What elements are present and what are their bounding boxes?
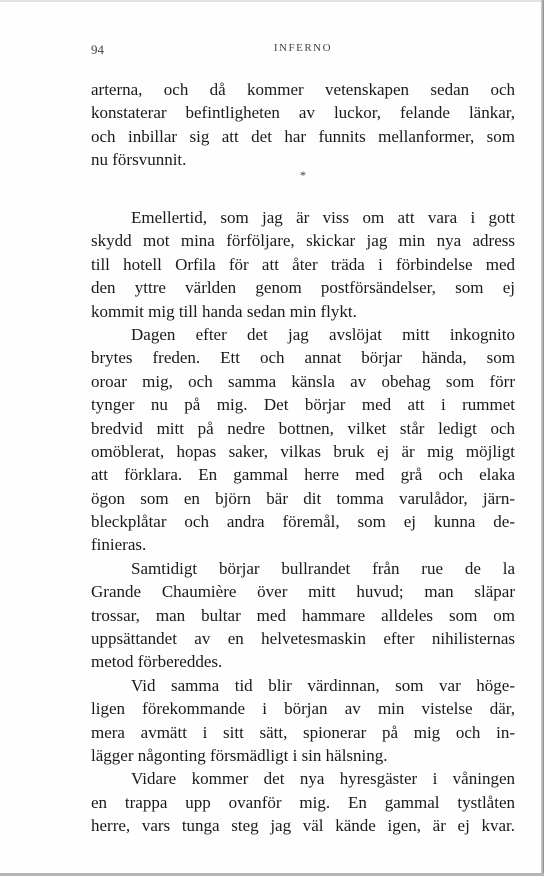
text-line: herre, vars tunga steg jag väl kände igen, är ej kvar. — [91, 816, 515, 836]
text-line: bleckplåtar och andra föremål, som ej kunna de- — [91, 512, 515, 532]
text-line: Vid samma tid blir värdinnan, som var höge- — [131, 675, 515, 695]
text-line: skydd mot mina förföljare, skickar jag min nya adress — [91, 231, 515, 251]
text-line: Grande Chaumière över mitt huvud; man släpar — [91, 582, 515, 602]
text-line: bredvid mitt på nedre bottnen, vilket står ledigt och — [91, 418, 515, 438]
text-line: ögon som en björn bär dit tomma varulådor, järn- — [91, 488, 515, 508]
paragraph-block-1 — [91, 78, 515, 172]
text-line: kommit mig till handa sedan min flykt. — [91, 301, 357, 321]
text-line: Samtidigt börjar bullrandet från rue de la — [131, 558, 515, 578]
text-line: och inbillar sig att det har funnits mellanformer, som — [91, 126, 515, 146]
page-number: 94 — [91, 42, 104, 57]
text-line: den yttre världen genom postförsändelser, som ej — [91, 278, 515, 298]
text-line: Emellertid, som jag är viss om att vara i gott — [131, 208, 515, 227]
text-line: nu försvunnit. — [91, 150, 187, 170]
text-line: omöblerat, hopas saker, vilkas bruk ej är mig möjligt — [91, 441, 515, 461]
text-line: Vidare kommer det nya hyresgäster i våningen — [131, 769, 515, 789]
page-top-edge — [0, 0, 544, 2]
text-line: oroar mig, och samma känsla av obehag som förr — [91, 371, 515, 391]
text-line: konstaterar befintligheten av luckor, felande länkar, — [91, 103, 515, 123]
text-line: mera avmätt i sitt sätt, spionerar på mig och in- — [91, 722, 515, 742]
text-line: lägger någonting försmädligt i sin hälsning. — [91, 745, 388, 765]
text-line: en trappa upp ovanför mig. En gammal tystlåten — [91, 792, 515, 812]
text-line: arterna, och då kommer vetenskapen sedan och — [91, 80, 515, 99]
section-separator: * — [300, 168, 306, 182]
paragraph-block-2 — [91, 206, 515, 838]
text-line: Dagen efter det jag avslöjat mitt inkognito — [131, 324, 515, 344]
text-line: tynger nu på mig. Det börjar med att i rummet — [91, 395, 515, 415]
text-line: ligen förekommande i början av min vistelse där, — [91, 699, 515, 719]
text-line: trossar, man bultar med hammare alldeles som om — [91, 605, 515, 625]
text-line: brytes freden. Ett och annat börjar hända, som — [91, 348, 515, 368]
running-head — [91, 42, 515, 60]
text-line: till hotell Orfila för att åter träda i förbindelse med — [91, 254, 515, 274]
text-line: metod förbereddes. — [91, 652, 223, 672]
text-line: uppsättandet av en helvetesmaskin efter nihilisternas — [91, 629, 515, 649]
running-title: INFERNO — [273, 42, 333, 54]
text-line: att förklara. En gammal herre med grå och elaka — [91, 465, 515, 485]
text-line: finieras. — [91, 535, 147, 555]
